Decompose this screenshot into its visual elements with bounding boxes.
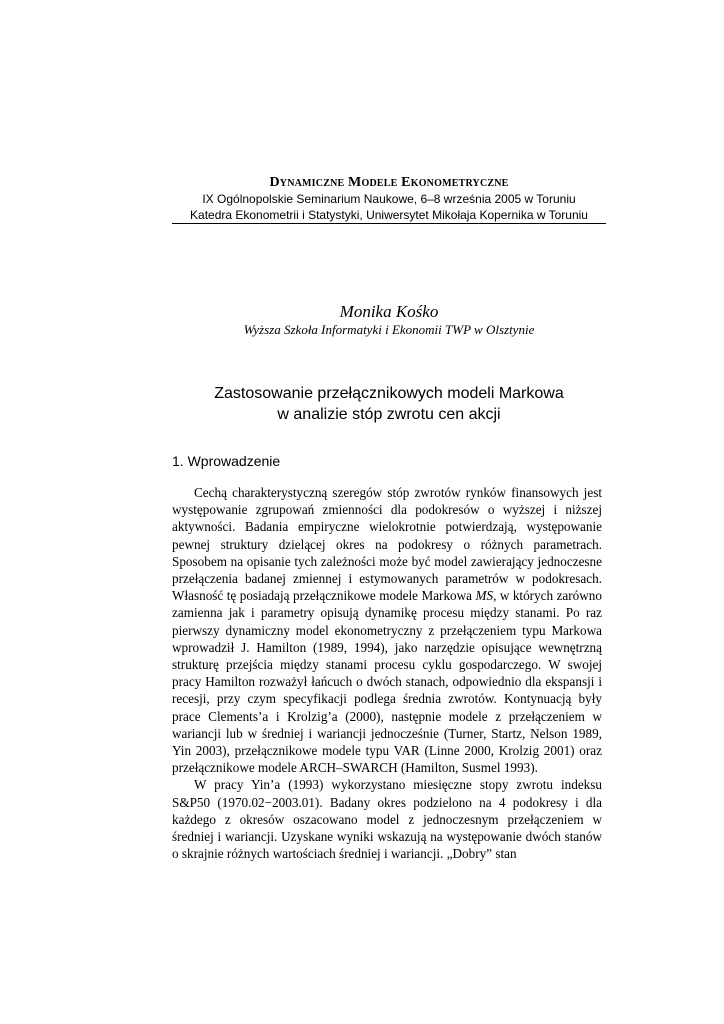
body-text (172, 484, 602, 862)
seminar-line: IX Ogólnopolskie Seminarium Naukowe, 6–8 września 2005 w Toruniu (202, 192, 576, 206)
paragraph-1-part-a: Cechą charakterystyczną szeregów stóp zwrotów rynków finansowych jest występowanie zgrupowań zmienności dla podokresów o wyższej i niższej aktywności. Badania empiryczne wielokrotnie potwierdzają, występowanie pewnej struktury dzielącej okres na podokresy o różnych parametrach. Sposobem na opisanie tych zależności może być model zawierający jednoczesne przełączenia badanej zmiennej i estymowanych parametrów w podokresach. Własność tę posiadają przełącznikowe modele Markowa (172, 485, 602, 604)
ms-abbreviation: MS (475, 588, 494, 604)
section-heading: 1. Wprowadzenie (172, 453, 281, 469)
department-line: Katedra Ekonometrii i Statystyki, Uniwersytet Mikołaja Kopernika w Toruniu (190, 208, 588, 222)
author-name: Monika Kośko (339, 302, 439, 321)
journal-title: Dynamiczne Modele Ekonometryczne (269, 175, 509, 190)
author-affiliation: Wyższa Szkoła Informatyki i Ekonomii TWP w Olsztynie (243, 322, 535, 337)
paragraph-2: W pracy Yin’a (1993) wykorzystano miesięczne stopy zwrotu indeksu S&P50 (1970.02−2003.01). Badany okres podzielono na 4 podokresy i dla każdego z okresów oszacowano model z jednoczesnym przełączeniem w średniej i wariancji. Uzyskane wyniki wskazują na występowanie dwóch stanów o skrajnie różnych wartościach średniej i wariancji. „Dobry” stan (172, 777, 602, 862)
paragraph-1-part-b: , w których zarówno zamienna jak i parametry opisują dynamikę procesu między stanami. Po raz pierwszy dynamiczny model ekonometryczny z przełączeniem typu Markowa wprowadził J. Hamilton (1989, 1994), jako narzędzie opisujące wewnętrzną strukturę przejścia między stanami procesu cyklu gospodarczego. W swojej pracy Hamilton rozważył łańcuch o dwóch stanach, odpowiednio dla ekspansji i recesji, przy czym specyfikacji podlega średnia zwrotów. Kontynuacją były prace Clements’a i Krolzig’a (2000), następnie modele z przełączeniem w wariancji lub w średniej i wariancji jednocześnie (Turner, Startz, Nelson 1989, Yin 2003), przełącznikowe modele typu VAR (Linne 2000, Krolzig 2001) oraz przełącznikowe modele ARCH–SWARCH (Hamilton, Susmel 1993). (172, 588, 602, 776)
running-header (172, 174, 606, 223)
paper-title-line-2: w analizie stóp zwrotu cen akcji (277, 406, 501, 423)
paragraph-1 (172, 484, 602, 776)
paper-title (172, 383, 606, 425)
paper-title-line-1: Zastosowanie przełącznikowych modeli Markowa (214, 385, 564, 402)
header-rule (172, 223, 606, 224)
